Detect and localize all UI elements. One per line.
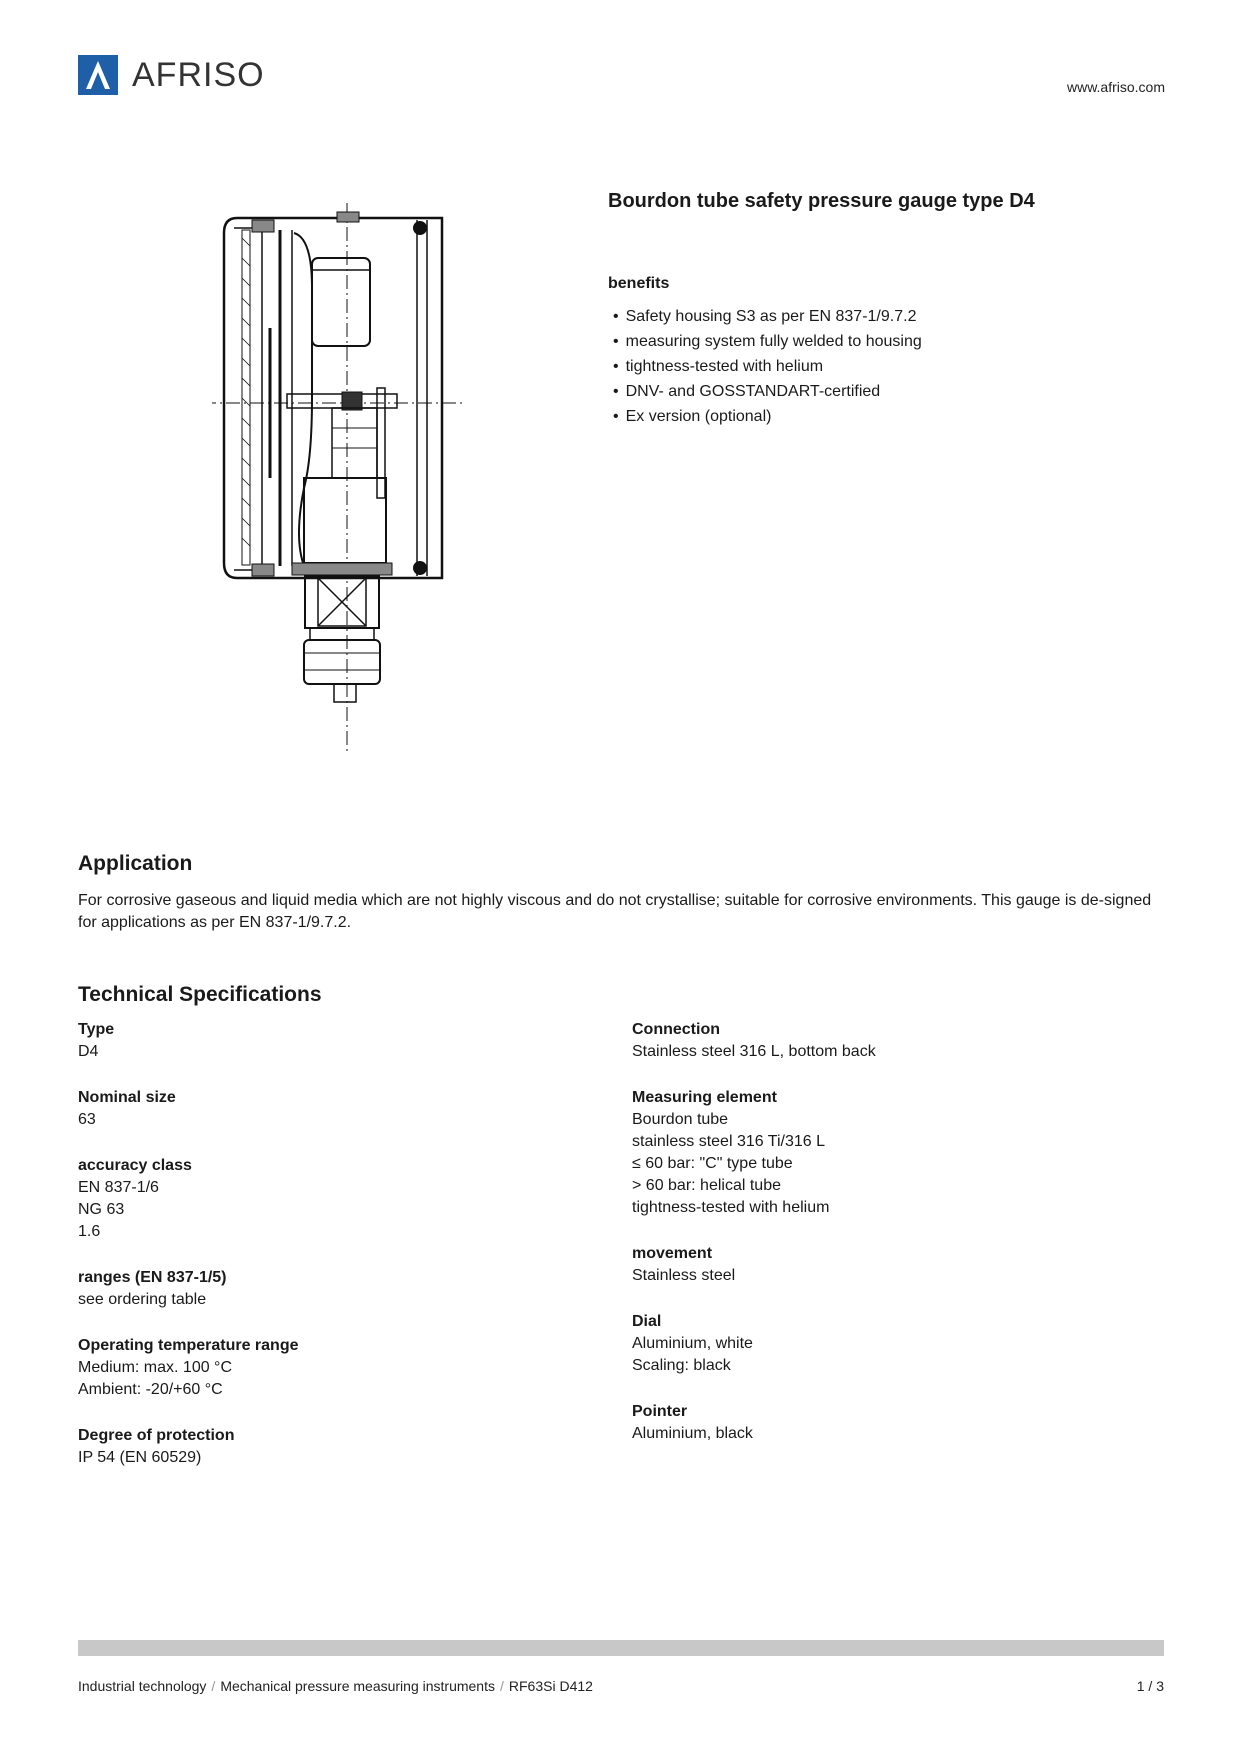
benefits-list	[613, 304, 922, 429]
application-text: For corrosive gaseous and liquid media which are not highly viscous and do not crystallise; suitable for corrosive environments. This gauge is de-signed for applications as per EN 837-1/9.7.2.	[78, 892, 1152, 931]
benefits-title: benefits	[608, 275, 670, 292]
spec-value: tightness-tested with helium	[632, 1199, 830, 1216]
spec-block	[632, 1087, 1132, 1219]
spec-value: NG 63	[78, 1201, 125, 1218]
website-link[interactable]: www.afriso.com	[1066, 79, 1165, 95]
spec-value: ≤ 60 bar: "C" type tube	[632, 1155, 793, 1172]
spec-label: Operating temperature range	[78, 1337, 299, 1354]
tech-specs-heading: Technical Specifications	[78, 983, 322, 1006]
gauge-cross-section-drawing	[212, 198, 462, 758]
spec-value: see ordering table	[78, 1291, 207, 1308]
spec-block	[78, 1087, 578, 1131]
spec-block	[632, 1311, 1132, 1377]
breadcrumb-separator: /	[211, 1678, 216, 1694]
benefit-item: • Ex version (optional)	[613, 404, 922, 429]
spec-value: Aluminium, white	[632, 1335, 753, 1352]
spec-value: Scaling: black	[632, 1357, 731, 1374]
benefit-item: • Safety housing S3 as per EN 837-1/9.7.2	[613, 304, 922, 329]
spec-label: ranges (EN 837-1/5)	[78, 1269, 227, 1286]
spec-block	[78, 1267, 578, 1311]
footer-divider-bar	[78, 1640, 1164, 1656]
spec-label: Degree of protection	[78, 1427, 235, 1444]
afriso-logo-icon	[78, 55, 118, 95]
spec-block	[632, 1019, 1132, 1063]
spec-value: 63	[78, 1111, 96, 1128]
spec-value: D4	[78, 1043, 99, 1060]
spec-label: Nominal size	[78, 1089, 176, 1106]
spec-value: Stainless steel	[632, 1267, 736, 1284]
benefit-item: • DNV- and GOSSTANDART-certified	[613, 379, 922, 404]
tech-specs-right-column	[632, 1019, 1132, 1469]
spec-value: Medium: max. 100 °C	[78, 1359, 233, 1376]
spec-value: > 60 bar: helical tube	[632, 1177, 781, 1194]
spec-value: Ambient: -20/+60 °C	[78, 1381, 223, 1398]
spec-label: Dial	[632, 1313, 662, 1330]
application-heading: Application	[78, 852, 193, 875]
spec-label: movement	[632, 1245, 713, 1262]
product-title: Bourdon tube safety pressure gauge type D4	[608, 190, 1035, 212]
spec-value: EN 837-1/6	[78, 1179, 159, 1196]
afriso-logo	[78, 54, 265, 96]
spec-label: accuracy class	[78, 1157, 192, 1174]
spec-block	[632, 1243, 1132, 1287]
spec-label: Measuring element	[632, 1089, 777, 1106]
spec-block	[78, 1019, 578, 1063]
spec-value: stainless steel 316 Ti/316 L	[632, 1133, 826, 1150]
spec-block	[78, 1335, 578, 1401]
breadcrumb-item[interactable]: RF63Si D412	[508, 1678, 593, 1694]
spec-value: Bourdon tube	[632, 1111, 729, 1128]
spec-block	[78, 1155, 578, 1243]
breadcrumb-separator: /	[500, 1678, 504, 1694]
spec-label: Pointer	[632, 1403, 688, 1420]
benefit-item: • tightness-tested with helium	[613, 354, 922, 379]
breadcrumb-item[interactable]: Industrial technology	[78, 1678, 207, 1694]
spec-label: Connection	[632, 1021, 720, 1038]
brand-name: AFRISO	[132, 56, 265, 94]
page-number: 1 / 3	[1136, 1678, 1164, 1694]
spec-value: Aluminium, black	[632, 1425, 753, 1442]
footer-breadcrumb	[78, 1678, 593, 1694]
benefit-item: • measuring system fully welded to housing	[613, 329, 922, 354]
spec-block	[78, 1425, 578, 1469]
spec-value: IP 54 (EN 60529)	[78, 1449, 202, 1466]
spec-block	[632, 1401, 1132, 1445]
spec-label: Type	[78, 1021, 115, 1038]
spec-value: Stainless steel 316 L, bottom back	[632, 1043, 876, 1060]
breadcrumb-item[interactable]: Mechanical pressure measuring instruments	[220, 1678, 495, 1694]
spec-value: 1.6	[78, 1223, 101, 1240]
tech-specs-left-column	[78, 1019, 578, 1493]
